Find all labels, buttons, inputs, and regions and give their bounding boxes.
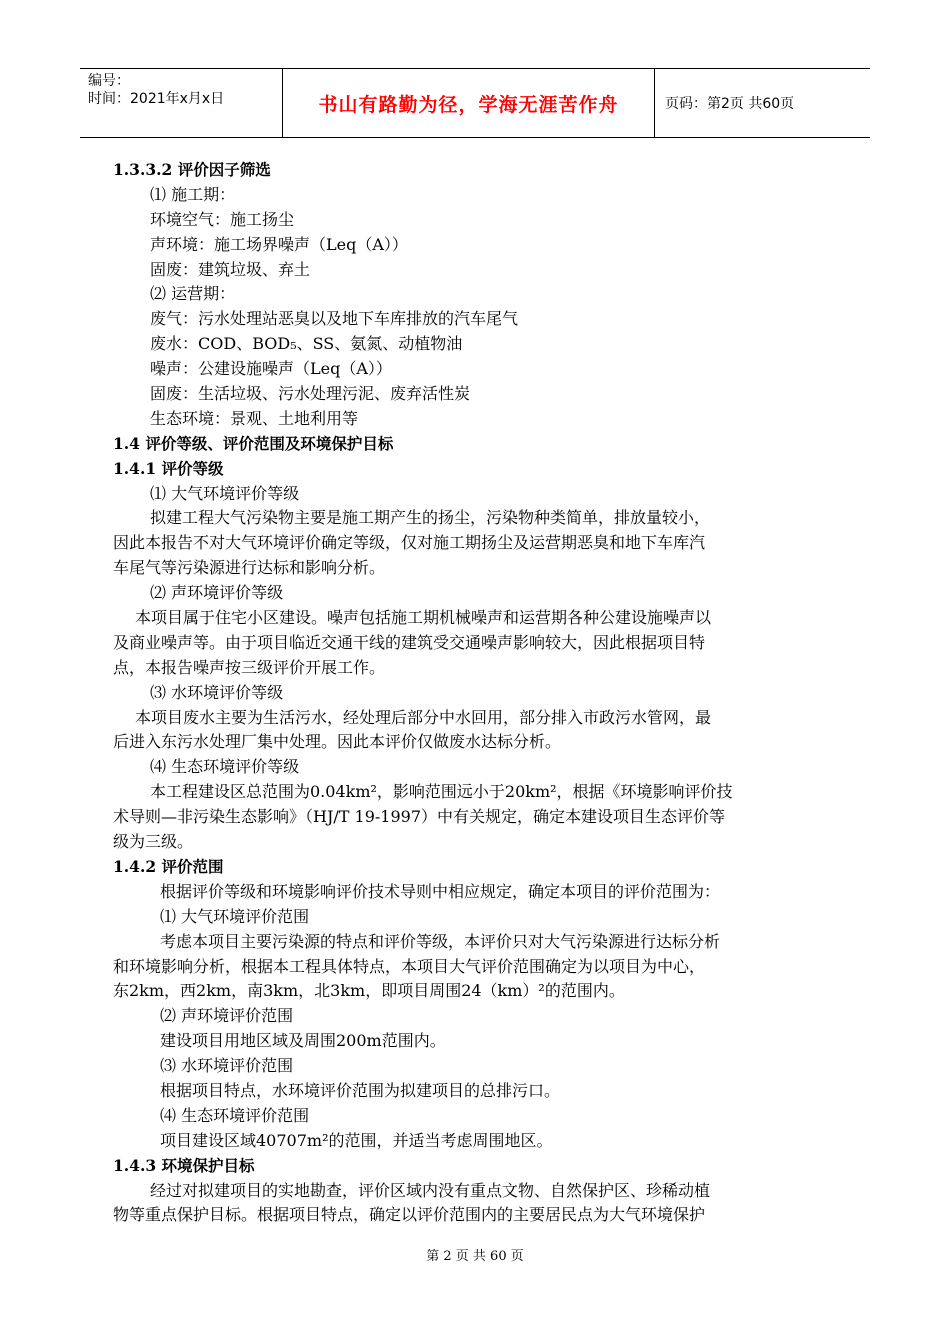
- paragraph-line: 东2km，西2km，南3km，北3km，即项目周围24（km）²的范围内。: [113, 981, 625, 1001]
- paragraph-line: 和环境影响分析，根据本工程具体特点，本项目大气评价范围确定为以项目为中心，: [113, 956, 706, 976]
- paragraph-line: 建设项目用地区域及周围200m范围内。: [160, 1031, 446, 1051]
- paragraph-line: 拟建工程大气污染物主要是施工期产生的扬尘，污染物种类简单，排放量较小，: [150, 508, 711, 528]
- text-line: 环境空气：施工扬尘: [150, 209, 295, 229]
- paragraph-line: 车尾气等污染源进行达标和影响分析。: [113, 558, 386, 578]
- list-item: ⑵ 声环境评价等级: [150, 583, 284, 603]
- paragraph-line: 经过对拟建项目的实地勘查，评价区域内没有重点文物、自然保护区、珍稀动植: [150, 1180, 711, 1200]
- paragraph-line: 项目建设区域40707m²的范围，并适当考虑周围地区。: [160, 1130, 553, 1150]
- paragraph-line: 本工程建设区总范围为0.04km²，影响范围远小于20km²，根据《环境影响评价技: [150, 782, 733, 802]
- page-header: [80, 68, 870, 138]
- list-item: ⑷ 生态环境评价范围: [160, 1105, 310, 1125]
- paragraph-line: 点，本报告噪声按三级评价开展工作。: [113, 657, 386, 677]
- list-item: ⑵ 运营期：: [150, 284, 236, 304]
- paragraph-line: 根据项目特点，水环境评价范围为拟建项目的总排污口。: [160, 1080, 561, 1100]
- section-heading: 1.4.1 评价等级: [113, 458, 224, 478]
- paragraph-line: 后进入东污水处理厂集中处理。因此本评价仅做废水达标分析。: [113, 732, 562, 752]
- page-footer: 第 2 页 共 60 页: [426, 1249, 524, 1264]
- text-line: 固废：生活垃圾、污水处理污泥、废弃活性炭: [150, 384, 471, 404]
- paragraph-line: 级为三级。: [113, 832, 194, 852]
- paragraph-line: 根据评价等级和环境影响评价技术导则中相应规定，确定本项目的评价范围为：: [160, 881, 721, 901]
- paragraph-line: 及商业噪声等。由于项目临近交通干线的建筑受交通噪声影响较大，因此根据项目特: [113, 632, 706, 652]
- document-body: [113, 158, 840, 1228]
- list-item: ⑷ 生态环境评价等级: [150, 757, 300, 777]
- text-line: 废气：污水处理站恶臭以及地下车库排放的汽车尾气: [150, 309, 519, 329]
- doc-number-label: 编号：: [88, 73, 130, 89]
- list-item: ⑵ 声环境评价范围: [160, 1006, 294, 1026]
- header-page-info: 页码：第2页 共60页: [665, 96, 795, 112]
- list-item: ⑴ 大气环境评价等级: [150, 483, 300, 503]
- header-meta: [80, 69, 283, 137]
- section-heading: 1.4.2 评价范围: [113, 856, 224, 876]
- text-line: 声环境：施工场界噪声（Leq（A））: [150, 234, 408, 254]
- list-item: ⑴ 施工期：: [150, 184, 236, 204]
- paragraph-line: 本项目废水主要为生活污水，经处理后部分中水回用，部分排入市政污水管网，最: [135, 707, 712, 727]
- section-heading: 1.4 评价等级、评价范围及环境保护目标: [113, 433, 394, 453]
- list-item: ⑶ 水环境评价等级: [150, 682, 284, 702]
- text-line: 固废：建筑垃圾、弃土: [150, 259, 311, 279]
- paragraph-line: 本项目属于住宅小区建设。噪声包括施工期机械噪声和运营期各种公建设施噪声以: [135, 608, 712, 628]
- section-heading: 1.4.3 环境保护目标: [113, 1155, 255, 1175]
- text-line: 噪声：公建设施噪声（Leq（A））: [150, 359, 392, 379]
- list-item: ⑴ 大气环境评价范围: [160, 906, 310, 926]
- paragraph-line: 因此本报告不对大气环境评价确定等级，仅对施工期扬尘及运营期恶臭和地下车库汽: [113, 533, 706, 553]
- text-line: 废水：COD、BOD₅、SS、氨氮、动植物油: [150, 334, 463, 354]
- paragraph-line: 考虑本项目主要污染源的特点和评价等级，本评价只对大气污染源进行达标分析: [160, 931, 721, 951]
- doc-time-label: 时间：2021年x月x日: [88, 91, 225, 107]
- paragraph-line: 术导则—非污染生态影响》（HJ/T 19-1997）中有关规定，确定本建设项目生态评价等: [113, 807, 726, 827]
- list-item: ⑶ 水环境评价范围: [160, 1056, 294, 1076]
- header-motto: 书山有路勤为径，学海无涯苦作舟: [283, 69, 655, 137]
- section-heading: 1.3.3.2 评价因子筛选: [113, 160, 271, 179]
- paragraph-line: 物等重点保护目标。根据项目特点，确定以评价范围内的主要居民点为大气环境保护: [113, 1205, 706, 1225]
- text-line: 生态环境：景观、土地利用等: [150, 408, 359, 428]
